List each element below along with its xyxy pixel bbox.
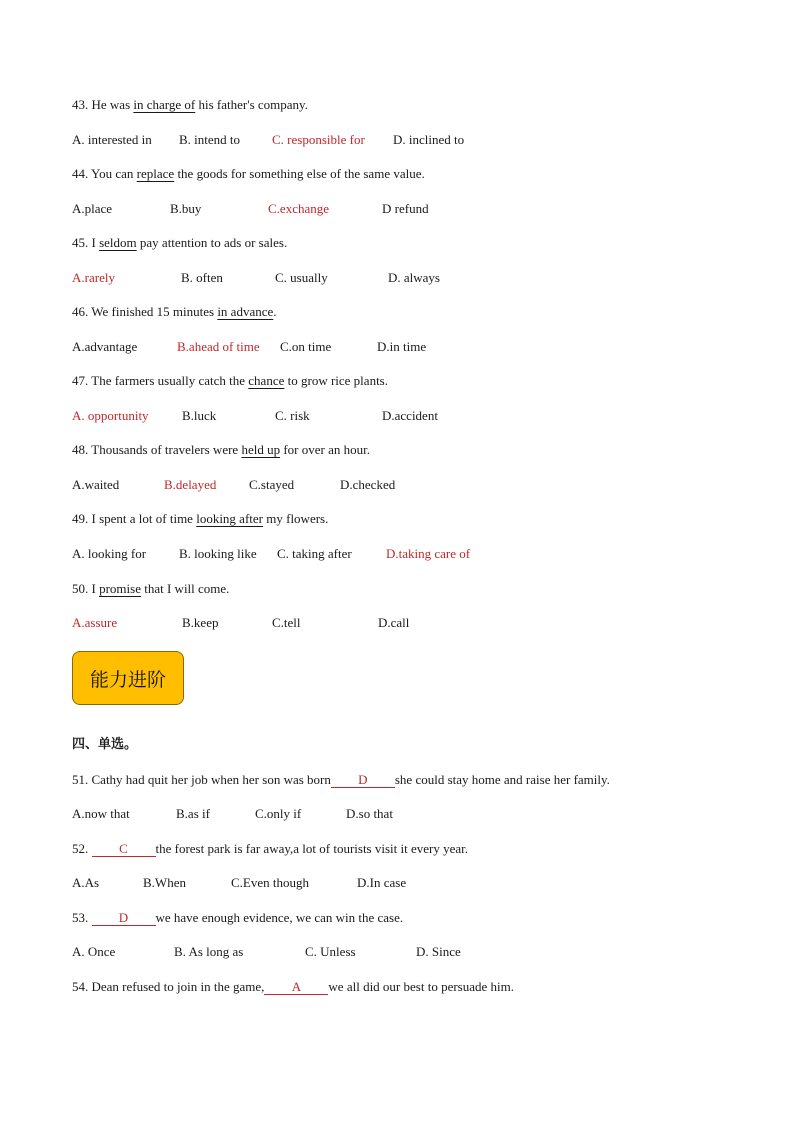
answer-blank: C [92, 842, 156, 857]
question-50 [72, 581, 229, 597]
option-a: A.place [72, 201, 113, 216]
option-b: B.luck [182, 408, 217, 423]
option-d: D. inclined to [393, 132, 465, 147]
option-c: C. taking after [277, 546, 352, 561]
question-text: my flowers. [263, 511, 329, 526]
question-47 [72, 373, 388, 389]
option-b: B. intend to [179, 132, 241, 147]
option-d: D.so that [346, 806, 393, 821]
option-a-answer: A.assure [72, 615, 118, 630]
option-c: C.on time [280, 339, 332, 354]
question-54 [72, 979, 514, 995]
option-d: D. Since [416, 944, 461, 959]
option-d: D. always [388, 270, 440, 285]
option-b-answer: B.delayed [164, 477, 217, 492]
option-a: A.As [72, 875, 100, 890]
option-b: B. As long as [174, 944, 244, 959]
option-c: C.tell [272, 615, 301, 630]
question-text: 54. Dean refused to join in the game, [72, 979, 265, 994]
option-d-answer: D.taking care of [386, 546, 471, 561]
option-c: C. Unless [305, 944, 356, 959]
question-text: 52. [72, 841, 92, 856]
option-a: A.waited [72, 477, 120, 492]
underlined-phrase: promise [99, 581, 141, 596]
option-a-answer: A. opportunity [72, 408, 149, 423]
underlined-phrase: chance [248, 373, 285, 388]
question-text: the forest park is far away,a lot of tourists visit it every year. [155, 841, 469, 856]
question-text: pay attention to ads or sales. [136, 235, 288, 250]
question-text: 46. We finished 15 minutes [72, 304, 218, 319]
question-49 [72, 511, 328, 527]
underlined-phrase: in charge of [133, 97, 196, 112]
option-a: A.now that [72, 806, 130, 821]
question-45 [72, 235, 287, 251]
option-a: A. interested in [72, 132, 152, 147]
option-c-answer: C.exchange [268, 201, 330, 216]
question-text: to grow rice plants. [284, 373, 388, 388]
question-text: she could stay home and raise her family. [394, 772, 610, 787]
option-c: C.only if [255, 806, 302, 821]
question-text: . [273, 304, 277, 319]
option-c: C.Even though [231, 875, 309, 890]
answer-blank: A [264, 980, 328, 995]
option-d: D.accident [382, 408, 438, 423]
option-b: B. often [181, 270, 223, 285]
option-b-answer: B.ahead of time [177, 339, 260, 354]
question-text: 53. [72, 910, 92, 925]
underlined-phrase: replace [136, 166, 175, 181]
option-b: B. looking like [179, 546, 257, 561]
question-text: 44. You can [72, 166, 137, 181]
option-b: B.buy [170, 201, 202, 216]
option-c: C. usually [275, 270, 328, 285]
question-46 [72, 304, 277, 320]
question-text: 45. I [72, 235, 100, 250]
underlined-phrase: held up [241, 442, 281, 457]
option-a: A. Once [72, 944, 116, 959]
question-text: his father's company. [195, 97, 308, 112]
option-d: D.in time [377, 339, 427, 354]
option-d: D refund [382, 201, 429, 216]
option-d: D.call [378, 615, 410, 630]
question-text: 43. He was [72, 97, 134, 112]
question-text: 47. The farmers usually catch the [72, 373, 249, 388]
question-44 [72, 166, 425, 182]
option-c-answer: C. responsible for [272, 132, 365, 147]
question-52 [72, 841, 468, 857]
ability-advance-badge [72, 651, 184, 705]
option-c: C. risk [275, 408, 310, 423]
option-b: B.keep [182, 615, 219, 630]
underlined-phrase: seldom [99, 235, 137, 250]
option-a-answer: A.rarely [72, 270, 115, 285]
question-53 [72, 910, 403, 926]
question-text: 48. Thousands of travelers were [72, 442, 242, 457]
question-text: we have enough evidence, we can win the case. [155, 910, 404, 925]
underlined-phrase: in advance [217, 304, 274, 319]
question-text: we all did our best to persuade him. [328, 979, 514, 994]
question-text: the goods for something else of the same value. [174, 166, 425, 181]
option-c: C.stayed [249, 477, 295, 492]
question-text: 50. I [72, 581, 100, 596]
question-48 [72, 442, 370, 458]
question-43 [72, 97, 308, 113]
option-d: D.checked [340, 477, 396, 492]
underlined-phrase: looking after [196, 511, 263, 526]
question-text: for over an hour. [280, 442, 370, 457]
option-a: A.advantage [72, 339, 138, 354]
option-b: B.When [143, 875, 186, 890]
question-text: 49. I spent a lot of time [72, 511, 197, 526]
badge-label: 能力进阶 [89, 668, 166, 691]
question-text: 51. Cathy had quit her job when her son was born [72, 772, 331, 787]
option-a: A. looking for [72, 546, 147, 561]
section-title: 四、单选。 [72, 737, 138, 752]
question-51 [72, 772, 610, 788]
answer-blank: D [331, 773, 395, 788]
option-b: B.as if [176, 806, 210, 821]
option-d: D.In case [357, 875, 407, 890]
question-text: that I will come. [140, 581, 230, 596]
answer-blank: D [92, 911, 156, 926]
